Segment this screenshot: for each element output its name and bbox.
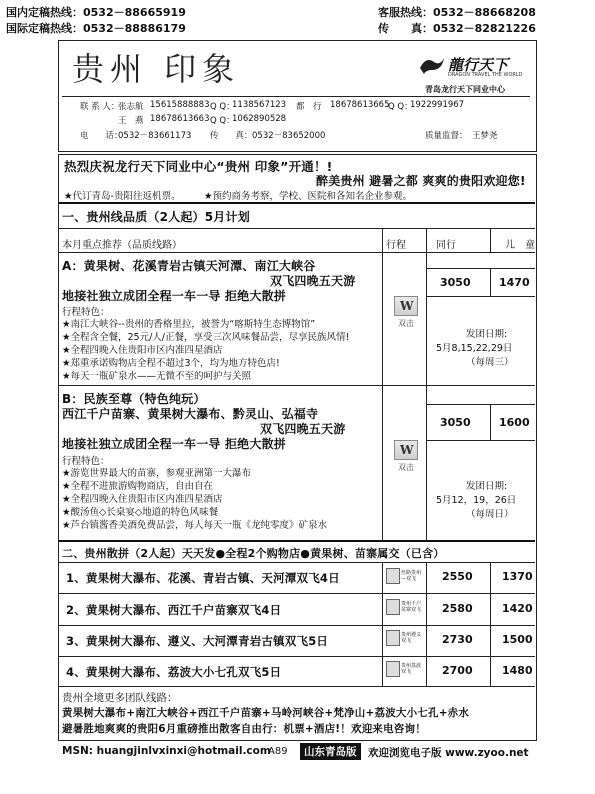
scatter-route-4: 4、黄果树大瀑布、荔波大小七孔双飞5日 xyxy=(66,665,282,679)
list-item: ★南江大峡谷--贵州的香格里拉，被誉为“喀斯特生态博物馆” xyxy=(62,319,316,330)
list-item: ★芦台镇酱香美酒免费品尝，每人每天一瓶《龙纯零度》矿泉水 xyxy=(62,520,328,531)
file-icon[interactable] xyxy=(386,568,400,584)
brand-title: 贵州 印象 xyxy=(72,50,241,88)
contact1-qq: 1138567123 xyxy=(232,100,287,110)
route-a-departure-label: 发团日期: xyxy=(466,329,508,340)
route-b-price-bottom xyxy=(426,440,535,441)
route-b-price-top xyxy=(426,404,535,405)
route-2-file-name: 贵州千户苗寨双飞 xyxy=(401,601,422,613)
fax-number: 0532－83652000 xyxy=(252,131,326,141)
logo-subtext: DRAGON TRAVEL THE WORLD xyxy=(448,72,523,78)
route-a-icon-label: 双击 xyxy=(398,319,414,328)
contact3-qq-label: Q Q： xyxy=(210,116,235,126)
route-b-price-divider xyxy=(490,404,491,440)
route-a-price-divider xyxy=(490,268,491,296)
route-b-departure-dates: 5月12，19，26日 xyxy=(436,495,517,506)
col-divider-child-header xyxy=(490,228,491,252)
route-a-price-top xyxy=(426,268,535,269)
quality-label: 质量监督： xyxy=(425,131,468,141)
contact2-qq: 1922991967 xyxy=(410,100,465,110)
header-divider xyxy=(62,96,530,97)
route-divider xyxy=(59,385,535,386)
contact2-qq-label: Q Q： xyxy=(388,102,413,112)
tel-number: 0532－83661173 xyxy=(118,131,192,141)
file-icon[interactable] xyxy=(386,630,400,646)
route-b-peer-price: 3050 xyxy=(440,416,471,429)
contact3-name: 王 燕 xyxy=(118,116,144,126)
section3-promo: 避暑胜地爽爽的贵阳6月重磅推出散客自由行：机票+酒店!！欢迎来电咨询！ xyxy=(62,723,426,735)
contact2-phone: 18678613665 xyxy=(330,100,390,110)
route-a-features xyxy=(62,318,349,383)
org-name: 青岛龙行天下同业中心 xyxy=(425,85,505,94)
tel-label: 电 话： xyxy=(80,131,123,141)
section3-title: 贵州全境更多团队线路： xyxy=(62,692,178,704)
route-b-features xyxy=(62,467,327,532)
col-peer-header: 同行 xyxy=(436,240,456,251)
word-document-icon[interactable]: W xyxy=(394,296,418,316)
table-row-divider xyxy=(59,593,535,594)
route-b-title: B：民族至尊（特色纯玩） xyxy=(62,392,206,406)
file-icon[interactable] xyxy=(386,661,400,677)
route-b-child-price: 1600 xyxy=(499,416,530,429)
intro-slogan: 醉美贵州 避暑之都 爽爽的贵阳欢迎您! xyxy=(316,174,526,188)
list-item: ★游览世界最大的苗寨，参观亚洲第一大瀑布 xyxy=(62,468,252,479)
section1-top-rule xyxy=(59,202,535,204)
quality-name: 王梦尧 xyxy=(472,131,498,141)
word-document-icon[interactable]: W xyxy=(394,440,418,460)
contact3-phone: 18678613663 xyxy=(150,114,210,124)
route-b-departure-week: （每周日） xyxy=(466,509,514,520)
file-icon[interactable] xyxy=(386,599,400,615)
list-item: ★全程四晚入住贵阳市区内准四星酒店 xyxy=(62,345,223,356)
domestic-hotline xyxy=(6,4,186,20)
intro-service-visits: ★预约商务考察，学校、医院和各知名企业参观。 xyxy=(204,191,413,202)
route-4-child-price: 1480 xyxy=(502,664,533,677)
domestic-hotline-label: 国内定稿热线： xyxy=(6,6,83,19)
table-row-divider xyxy=(59,625,535,626)
list-item: ★酸汤鱼◇长桌宴◇地道的特色风味餐 xyxy=(62,507,219,518)
route-a-child-price: 1470 xyxy=(499,276,530,289)
service-hotline-number: 0532－88668208 xyxy=(433,6,536,19)
intro-service-flights: ★代订青岛-贵阳往返机票。 xyxy=(64,191,181,202)
section2-title: 二、贵州散拼（2人起）天天发●全程2个购物店●黄果树、苗寨属交（已含） xyxy=(62,547,445,560)
route-2-child-price: 1420 xyxy=(502,602,533,615)
route-a-features-label: 行程特色： xyxy=(62,307,110,318)
footer-tagline[interactable]: 欢迎浏览电子版 www.zyoo.net xyxy=(368,747,529,759)
route-a-price-bottom xyxy=(426,296,535,297)
route-a-tagline: 地接社独立成团全程一车一导 拒绝大散拼 xyxy=(62,289,286,303)
col-child-header: 儿 童 xyxy=(505,240,535,251)
footer-edition-badge: 山东青岛版 xyxy=(300,743,361,760)
contact3-qq: 1062890528 xyxy=(232,114,287,124)
fax-hotline xyxy=(378,20,536,36)
section3-routes: 黄果树大瀑布+南江大峡谷+西江千户苗寨+马岭河峡谷+梵净山+荔波大小七孔+赤水 xyxy=(62,707,470,719)
route-a-peer-price: 3050 xyxy=(440,276,471,289)
section3-divider xyxy=(59,686,535,687)
col-recommend-header: 本月重点推荐（品质线路） xyxy=(62,240,182,251)
s2-col-divider-child xyxy=(490,562,491,686)
footer-msn[interactable]: MSN: huangjinlvxinxi@hotmail.com xyxy=(62,745,271,757)
dragon-logo-icon xyxy=(418,54,446,76)
route-b-departure-label: 发团日期: xyxy=(466,481,508,492)
fax-hotline-number: 0532－82821226 xyxy=(433,22,536,35)
route-1-child-price: 1370 xyxy=(502,570,533,583)
route-a-duration: 双飞四晚五天游 xyxy=(270,274,356,288)
route-4-file-name: 贵州荔波双飞 xyxy=(401,663,422,675)
list-item: ★全程不进旅游购物商店，自由自在 xyxy=(62,481,214,492)
route-1-peer-price: 2550 xyxy=(442,570,473,583)
section2-top-rule xyxy=(59,540,535,542)
table-header-divider xyxy=(59,252,535,253)
scatter-route-3: 3、黄果树大瀑布、遵义、大河潭青岩古镇双飞5日 xyxy=(66,634,329,648)
intl-hotline-label: 国际定稿热线： xyxy=(6,22,83,35)
contact-label: 联 系 人： xyxy=(80,102,120,112)
fax-hotline-label: 传 真： xyxy=(378,22,433,35)
route-b-duration: 双飞四晚五天游 xyxy=(260,422,346,436)
logo-text: 龍行天下 xyxy=(448,56,509,74)
col-itinerary-header: 行程 xyxy=(386,240,406,251)
list-item: ★每天一瓶矿泉水——无微不至的呵护与关照 xyxy=(62,371,252,382)
route-a-departure-dates: 5月8,15,22,29日 xyxy=(436,343,513,354)
section1-title-divider xyxy=(59,228,535,229)
fax-label: 传 真： xyxy=(210,131,253,141)
contact1-phone: 15615888883 xyxy=(150,100,210,110)
scatter-route-2: 2、黄果树大瀑布、西江千户苗寨双飞4日 xyxy=(66,603,282,617)
route-a-departure-week: （每周三） xyxy=(466,357,514,368)
service-hotline-label: 客服热线： xyxy=(378,6,433,19)
scatter-route-1: 1、黄果树大瀑布、花溪、青岩古镇、天河潭双飞4日 xyxy=(66,571,340,585)
list-item: ★郑重承诺购物店全程不超过3个，均为地方特色店! xyxy=(62,358,280,369)
s2-col-divider-file xyxy=(382,562,383,686)
route-3-peer-price: 2730 xyxy=(442,633,473,646)
route-b-features-label: 行程特色： xyxy=(62,456,110,467)
route-4-peer-price: 2700 xyxy=(442,664,473,677)
footer-page-number: A89 xyxy=(268,746,288,757)
section2-title-divider xyxy=(59,562,535,563)
route-b-icon-label: 双击 xyxy=(398,463,414,472)
route-b-attractions: 西江千户苗寨、黄果树大瀑布、黔灵山、弘福寺 xyxy=(62,407,319,421)
intl-hotline xyxy=(6,20,186,36)
route-2-peer-price: 2580 xyxy=(442,602,473,615)
contact1-name: 张志航 xyxy=(118,102,144,112)
contact2-name: 都 行 xyxy=(296,102,322,112)
service-hotline xyxy=(378,4,536,20)
route-3-child-price: 1500 xyxy=(502,633,533,646)
table-row-divider xyxy=(59,656,535,657)
domestic-hotline-number: 0532－88665919 xyxy=(83,6,186,19)
route-a-title: A：黄果树、花溪青岩古镇天河潭、南江大峡谷 xyxy=(62,259,316,273)
s2-col-divider-peer xyxy=(426,562,427,686)
intl-hotline-number: 0532－88886179 xyxy=(83,22,186,35)
section1-title: 一、贵州线品质（2人起）5月计划 xyxy=(62,210,250,224)
contact1-qq-label: Q Q： xyxy=(210,102,235,112)
list-item: ★全程四晚入住贵阳市区内准四星酒店 xyxy=(62,494,223,505)
route-3-file-name: 贵州遵义双飞 xyxy=(401,632,422,644)
route-b-tagline: 地接社独立成团全程一车一导 拒绝大散拼 xyxy=(62,437,286,451)
intro-headline: 热烈庆祝龙行天下同业中心“贵州 印象”开通！! xyxy=(64,159,333,174)
route-1-file-name: 丝路贵州—双飞 xyxy=(401,570,422,582)
list-item: ★全程含全餐，25元/人/正餐，享受三次风味餐品尝，尽享民族风情! xyxy=(62,332,350,343)
